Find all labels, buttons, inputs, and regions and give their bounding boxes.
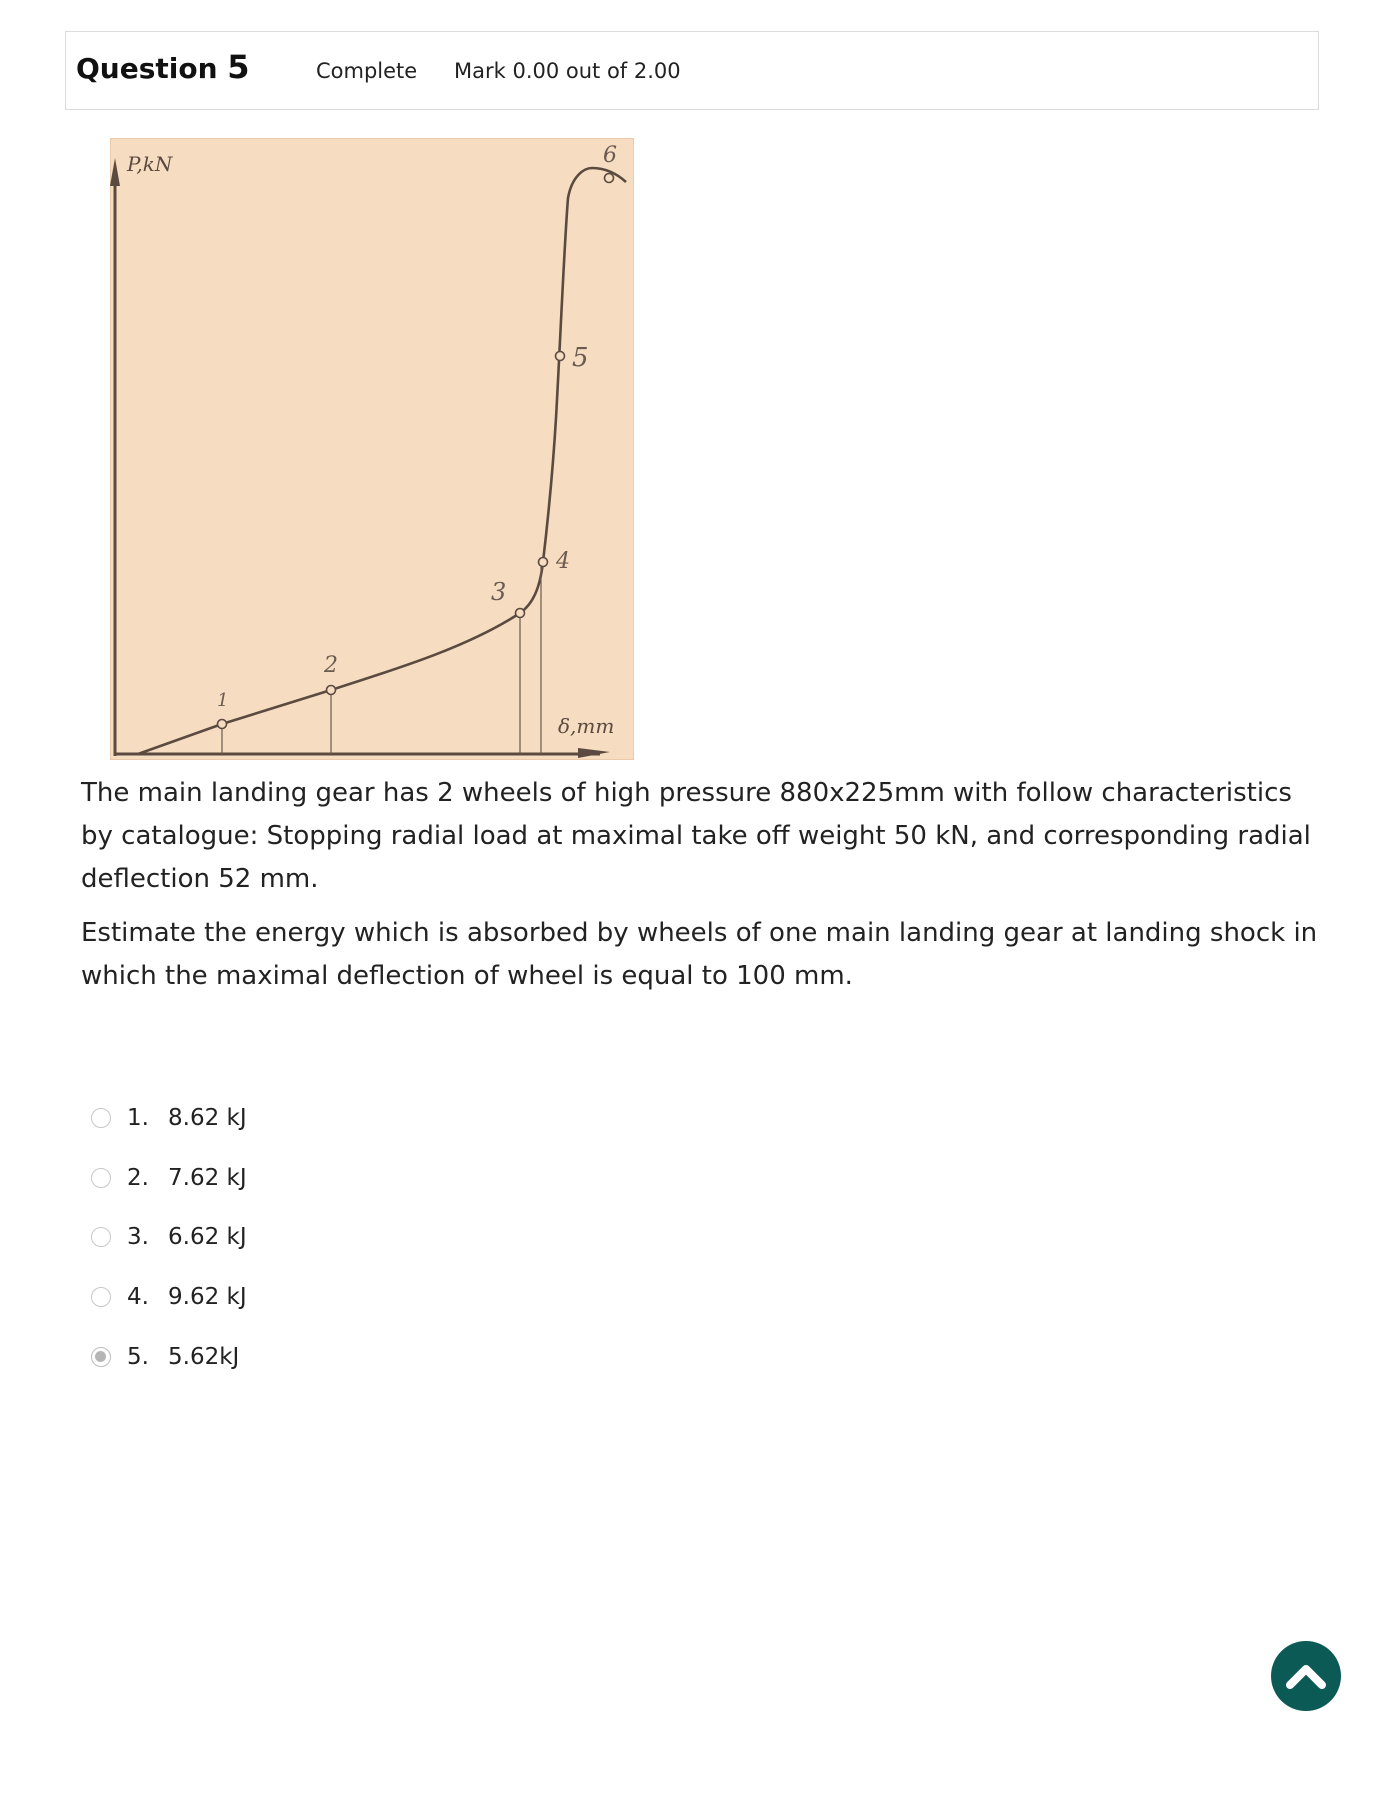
question-grade: Mark 0.00 out of 2.00 (454, 59, 681, 83)
point-label-5: 5 (572, 343, 589, 373)
question-text (81, 772, 1321, 1009)
chevron-up-icon (1284, 1661, 1328, 1691)
point-label-3: 3 (491, 578, 507, 606)
question-state: Complete (316, 59, 418, 83)
y-axis-label: P,kN (127, 152, 173, 176)
answer-label[interactable]: 8.62 kJ (168, 1105, 247, 1131)
curve-point-2 (327, 686, 336, 695)
answer-number: 1. (127, 1105, 149, 1131)
question-info-box (65, 31, 1319, 110)
answer-number: 4. (127, 1284, 149, 1310)
question-paragraph-2: Estimate the energy which is absorbed by wheels of one main landing gear at landing shock in which the maximal deflection of wheel is equal to 100 mm. (81, 918, 1318, 991)
answer-option-4[interactable] (91, 1277, 391, 1317)
answer-number: 3. (127, 1224, 149, 1250)
load-deflection-figure (110, 138, 634, 760)
radio-button-selected[interactable] (91, 1347, 111, 1367)
point-label-6: 6 (603, 143, 617, 168)
curve-point-6 (605, 174, 614, 183)
answer-option-2[interactable] (91, 1158, 391, 1198)
answer-label[interactable]: 7.62 kJ (168, 1165, 247, 1191)
question-number: 5 (227, 48, 250, 86)
answer-label[interactable]: 5.62kJ (168, 1344, 240, 1370)
point-label-1: 1 (217, 690, 229, 711)
question-paragraph-1: The main landing gear has 2 wheels of high pressure 880x225mm with follow characteristics by catalogue: Stopping radial load at maximal take off weight 50 kN, and corresponding radial deflection 52 mm. (81, 778, 1311, 894)
question-title-word: Question (76, 52, 218, 85)
radio-button[interactable] (91, 1227, 111, 1247)
curve-point-5 (556, 352, 565, 361)
question-title (76, 48, 250, 86)
load-deflection-diagram (110, 138, 634, 760)
answer-option-3[interactable] (91, 1217, 391, 1257)
answer-label[interactable]: 6.62 kJ (168, 1224, 247, 1250)
curve-point-1 (218, 720, 227, 729)
answer-option-1[interactable] (91, 1098, 391, 1138)
answer-label[interactable]: 9.62 kJ (168, 1284, 247, 1310)
x-axis-label: δ,mm (558, 714, 615, 738)
point-label-2: 2 (324, 653, 338, 678)
curve-point-3 (516, 609, 525, 618)
answer-number: 5. (127, 1344, 149, 1370)
radio-button[interactable] (91, 1287, 111, 1307)
radio-button[interactable] (91, 1168, 111, 1188)
curve-point-4 (539, 558, 548, 567)
back-to-top-button[interactable] (1271, 1641, 1341, 1711)
answer-option-5[interactable] (91, 1337, 391, 1377)
point-label-4: 4 (556, 549, 570, 574)
radio-button[interactable] (91, 1108, 111, 1128)
answer-number: 2. (127, 1165, 149, 1191)
figure-background (110, 138, 634, 760)
